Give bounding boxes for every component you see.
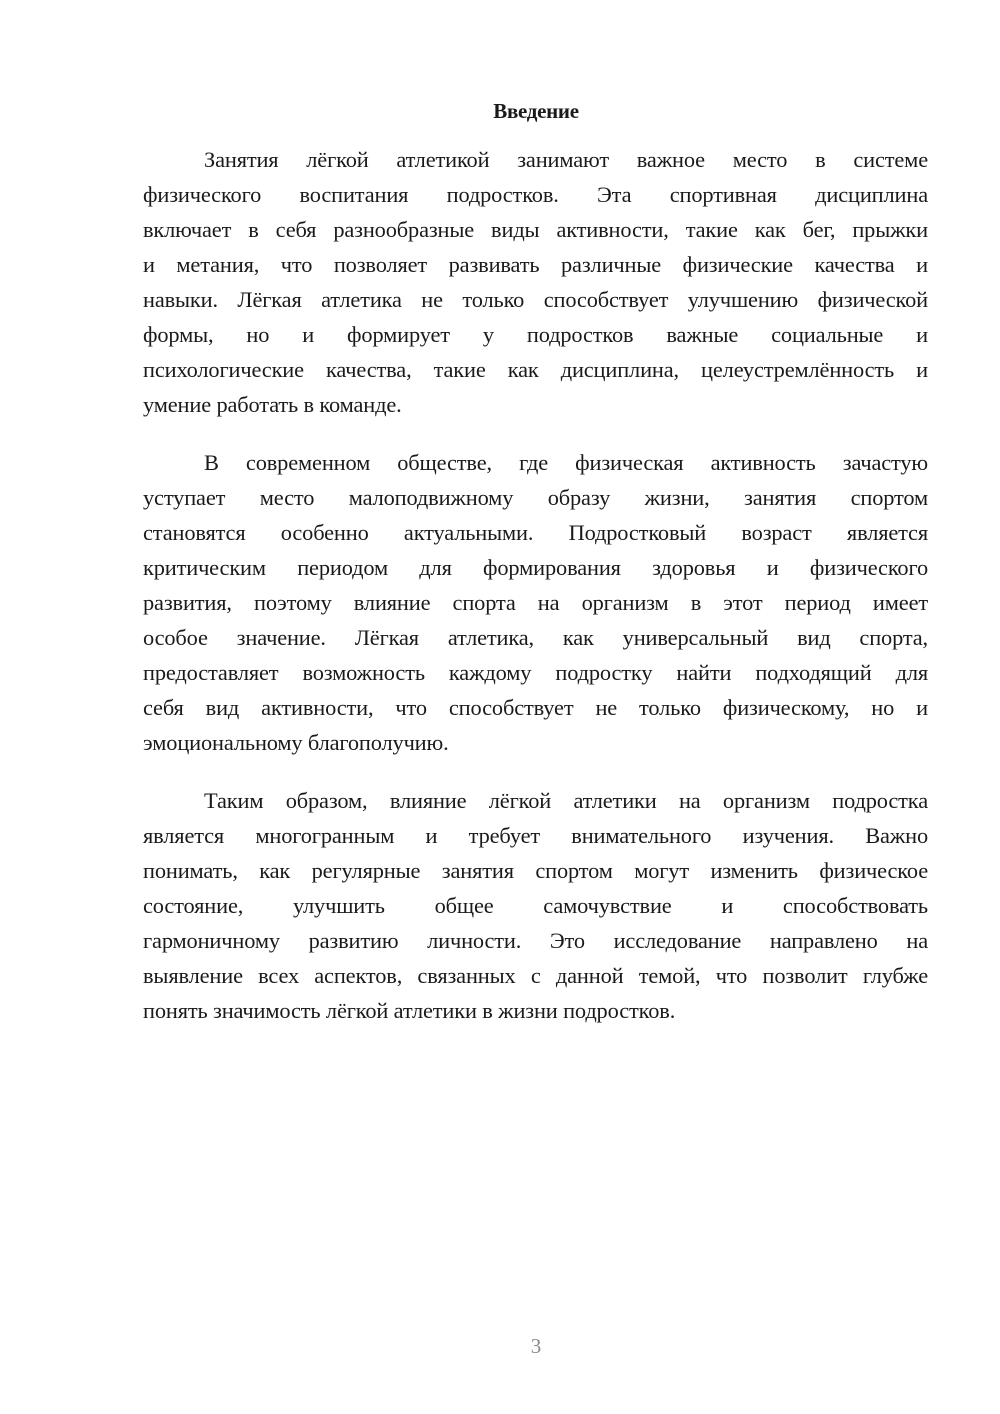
text-line: себя вид активности, что способствует не только физическому, но и xyxy=(143,695,928,720)
text-line: критическим периодом для формирования здоровья и физического xyxy=(143,555,928,580)
text-line: является многогранным и требует внимательного изучения. Важно xyxy=(143,823,928,848)
text-line: состояние, улучшить общее самочувствие и способствовать xyxy=(143,893,928,918)
text-line: психологические качества, такие как дисциплина, целеустремлённость и xyxy=(143,357,928,382)
text-line: умение работать в команде. xyxy=(143,392,402,417)
text-line: становятся особенно актуальными. Подростковый возраст является xyxy=(143,520,928,545)
text-line: развития, поэтому влияние спорта на организм в этот период имеет xyxy=(143,590,928,615)
text-line: предоставляет возможность каждому подростку найти подходящий для xyxy=(143,660,928,685)
text-line: гармоничному развитию личности. Это исследование направлено на xyxy=(143,928,928,953)
paragraph-3 xyxy=(143,783,928,1028)
page-number: 3 xyxy=(530,1334,542,1358)
text-line: уступает место малоподвижному образу жизни, занятия спортом xyxy=(143,485,928,510)
text-line: формы, но и формирует у подростков важные социальные и xyxy=(143,322,928,347)
text-line: и метания, что позволяет развивать различные физические качества и xyxy=(143,252,928,277)
text-line: Таким образом, влияние лёгкой атлетики на организм подростка xyxy=(204,788,928,813)
text-line: выявление всех аспектов, связанных с данной темой, что позволит глубже xyxy=(143,963,928,988)
text-line: физического воспитания подростков. Эта спортивная дисциплина xyxy=(143,182,928,207)
text-line: понимать, как регулярные занятия спортом могут изменить физическое xyxy=(143,858,928,883)
text-line: Занятия лёгкой атлетикой занимают важное место в системе xyxy=(204,147,928,172)
paragraph-1 xyxy=(143,142,928,422)
text-line: навыки. Лёгкая атлетика не только способствует улучшению физической xyxy=(143,287,928,312)
text-line: В современном обществе, где физическая активность зачастую xyxy=(204,450,928,475)
text-line: особое значение. Лёгкая атлетика, как универсальный вид спорта, xyxy=(143,625,928,650)
text-line: эмоциональному благополучию. xyxy=(143,730,449,755)
text-line: понять значимость лёгкой атлетики в жизни подростков. xyxy=(143,998,676,1023)
text-line: включает в себя разнообразные виды активности, такие как бег, прыжки xyxy=(143,217,928,242)
paragraph-2 xyxy=(143,445,928,760)
section-title: Введение xyxy=(493,99,579,123)
